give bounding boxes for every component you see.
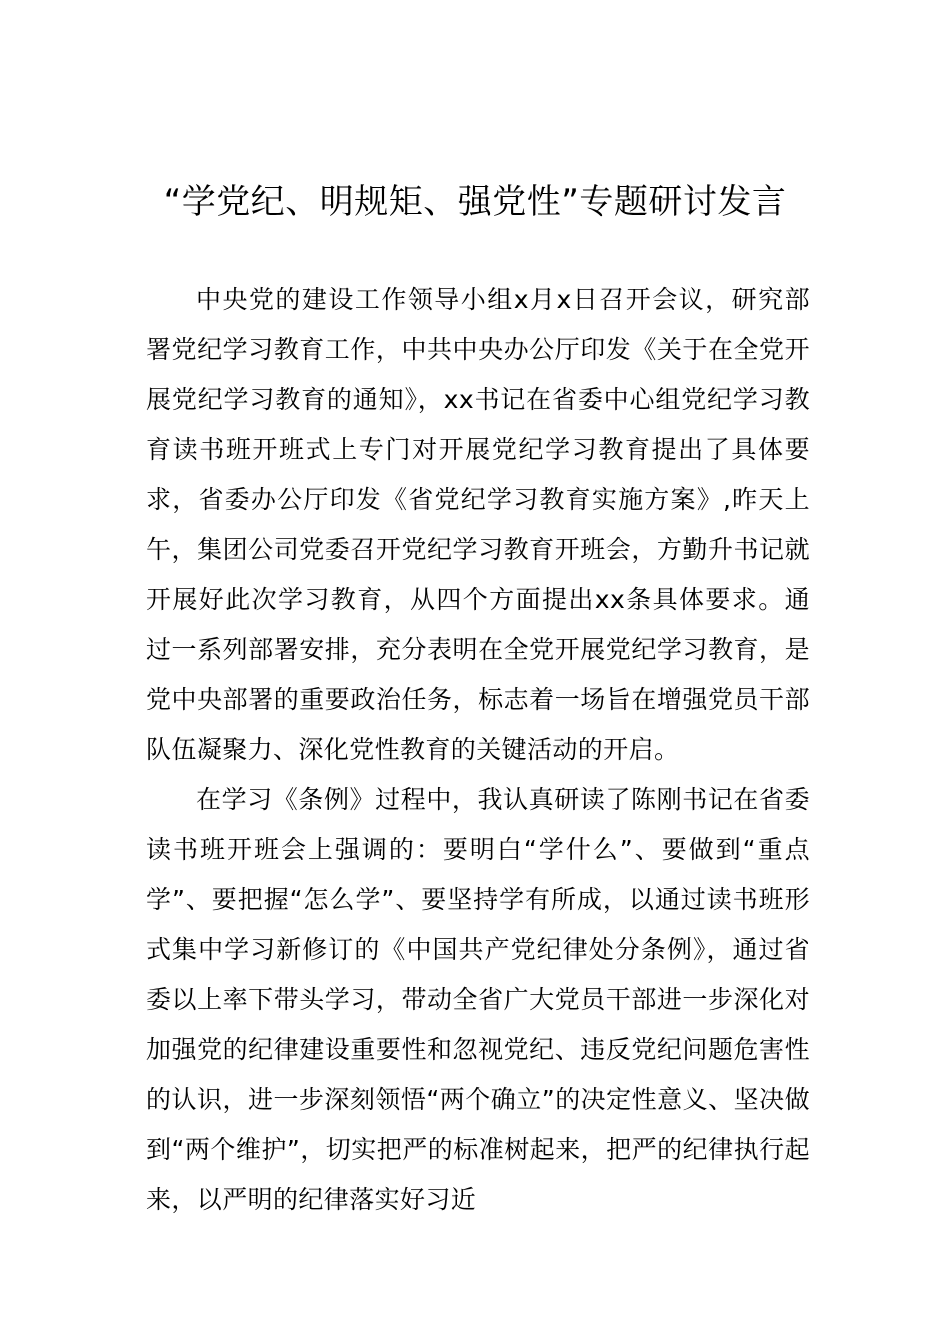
document-title: “学党纪、明规矩、强党性”专题研讨发言 [163,182,787,222]
paragraph-1: 中央党的建设工作领导小组x月x日召开会议，研究部署党纪学习教育工作，中共中央办公厅印发《关于在全党开展党纪学习教育的通知》，xx书记在省委中心组党纪学习教育读书班开班式上专门对开展党纪学习教育提出了具体要求，省委办公厅印发《省党纪学习教育实施方案》,昨天上午，集团公司党委召开党纪学习教育开班会，方勤升书记就开展好此次学习教育，从四个方面提出xx条具体要求。通过一系列部署安排，充分表明在全党开展党纪学习教育，是党中央部署的重要政治任务，标志着一场旨在增强党员干部队伍凝聚力、深化党性教育的关键活动的开启。 [146,285,810,764]
document-body [146,275,810,1225]
paragraph-2: 在学习《条例》过程中，我认真研读了陈刚书记在省委读书班开班会上强调的：要明白“学什么”、要做到“重点学”、要把握“怎么学”、要坚持学有所成，以通过读书班形式集中学习新修订的《中国共产党纪律处分条例》，通过省委以上率下带头学习，带动全省广大党员干部进一步深化对加强党的纪律建设重要性和忽视党纪、违反党纪问题危害性的认识，进一步深刻领悟“两个确立”的决定性意义、坚决做到“两个维护”，切实把严的标准树起来，把严的纪律执行起来，以严明的纪律落实好习近 [146,785,810,1214]
